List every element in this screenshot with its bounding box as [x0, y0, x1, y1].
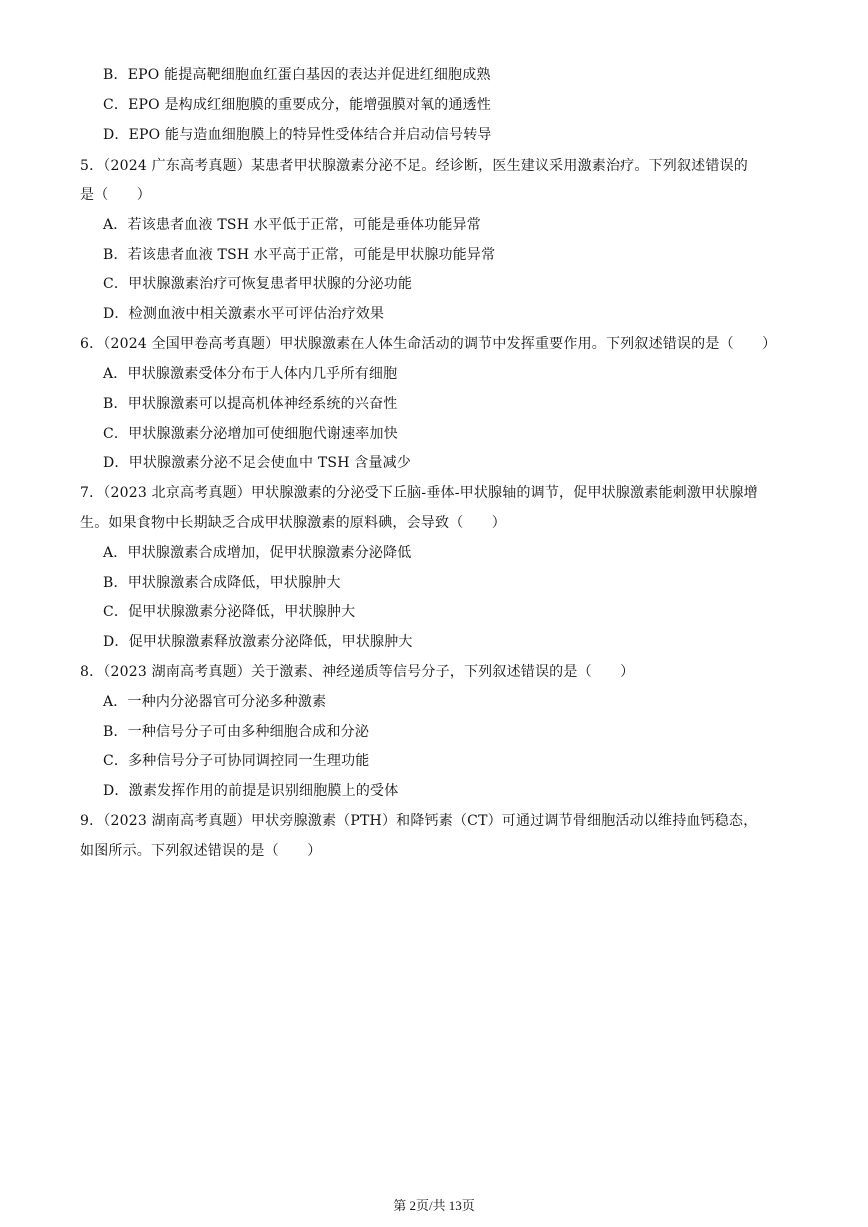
q6-option-d: D．甲状腺激素分泌不足会使血中 TSH 含量减少	[103, 455, 412, 471]
q4-option-b: B．EPO 能提高靶细胞血红蛋白基因的表达并促进红细胞成熟	[103, 67, 491, 83]
q6-stem-line1: 6．（2024 全国甲卷高考真题）甲状腺激素在人体生命活动的调节中发挥重要作用。下列叙述错误的是（ ）	[80, 336, 777, 352]
q6-option-c: C．甲状腺激素分泌增加可使细胞代谢速率加快	[103, 426, 398, 442]
q4-option-c: C．EPO 是构成红细胞膜的重要成分，能增强膜对氧的通透性	[103, 97, 492, 113]
q7-option-c: C．促甲状腺激素分泌降低，甲状腺肿大	[103, 604, 356, 620]
q8-option-d: D．激素发挥作用的前提是识别细胞膜上的受体	[103, 783, 399, 799]
q5-stem-line2: 是（ ）	[80, 187, 151, 203]
q8-option-b: B．一种信号分子可由多种细胞合成和分泌	[103, 724, 370, 740]
q9-stem-line1: 9．（2023 湖南高考真题）甲状旁腺激素（PTH）和降钙素（CT）可通过调节骨细胞活动以维持血钙稳态，	[80, 813, 758, 829]
q7-option-a: A．甲状腺激素合成增加，促甲状腺激素分泌降低	[103, 545, 412, 561]
q4-option-d: D．EPO 能与造血细胞膜上的特异性受体结合并启动信号转导	[103, 127, 492, 143]
q7-stem-line1: 7．（2023 北京高考真题）甲状腺激素的分泌受下丘脑-垂体-甲状腺轴的调节，促甲状腺激素能刺激甲状腺增	[80, 485, 758, 501]
page-number-footer: 第 2页/共 13页	[393, 1198, 475, 1213]
q9-stem-line2: 如图所示。下列叙述错误的是（ ）	[80, 843, 322, 859]
q8-option-c: C．多种信号分子可协同调控同一生理功能	[103, 753, 370, 769]
q5-stem-line1: 5．（2024 广东高考真题）某患者甲状腺激素分泌不足。经诊断，医生建议采用激素治疗。下列叙述错误的	[80, 158, 748, 174]
q5-option-b: B．若该患者血液 TSH 水平高于正常，可能是甲状腺功能异常	[103, 247, 496, 263]
q7-option-b: B．甲状腺激素合成降低，甲状腺肿大	[103, 575, 341, 591]
q7-option-d: D．促甲状腺激素释放激素分泌降低，甲状腺肿大	[103, 634, 413, 650]
q8-stem-line1: 8．（2023 湖南高考真题）关于激素、神经递质等信号分子，下列叙述错误的是（ ）	[80, 664, 635, 680]
q7-stem-line2: 生。如果食物中长期缺乏合成甲状腺激素的原料碘，会导致（ ）	[80, 515, 506, 531]
q5-option-a: A．若该患者血液 TSH 水平低于正常，可能是垂体功能异常	[103, 217, 481, 233]
q5-option-d: D．检测血液中相关激素水平可评估治疗效果	[103, 306, 385, 322]
q6-option-b: B．甲状腺激素可以提高机体神经系统的兴奋性	[103, 396, 398, 412]
q6-option-a: A．甲状腺激素受体分布于人体内几乎所有细胞	[103, 366, 398, 382]
q5-option-c: C．甲状腺激素治疗可恢复患者甲状腺的分泌功能	[103, 276, 413, 292]
q8-option-a: A．一种内分泌器官可分泌多种激素	[103, 694, 327, 710]
